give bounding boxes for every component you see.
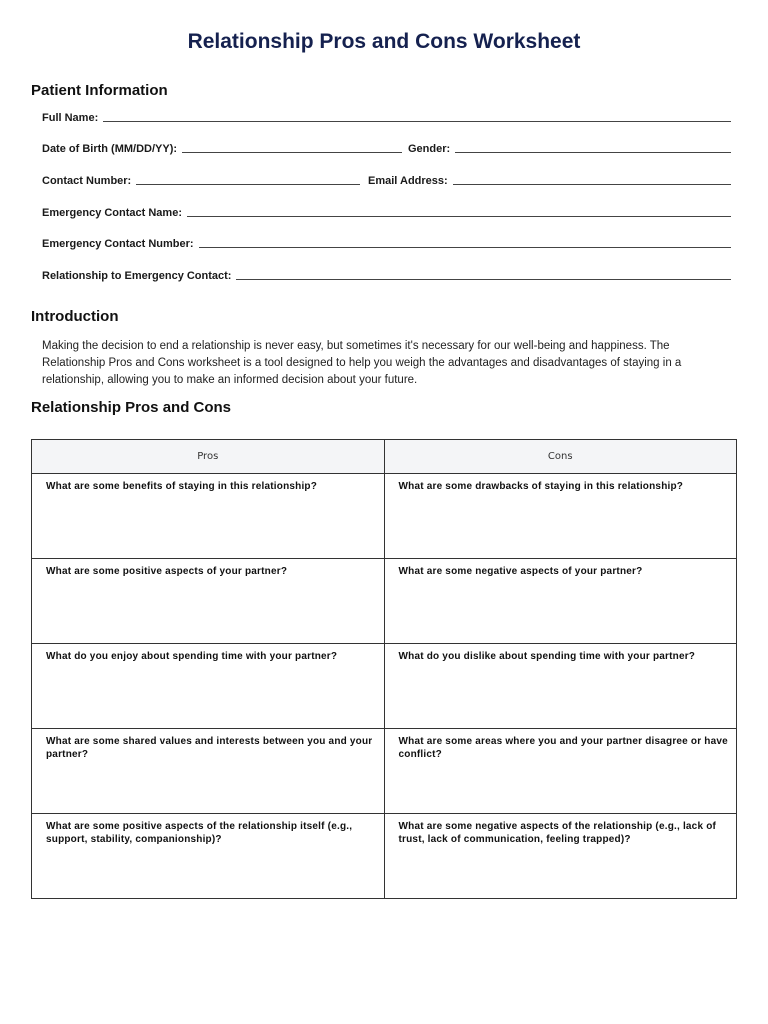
email-input-line[interactable] (453, 183, 731, 185)
table-header-row (32, 440, 737, 474)
email-label: Email Address: (368, 175, 448, 187)
cons-cell-relationship-negative[interactable]: What are some negative aspects of the relationship (e.g., lack of trust, lack of communication, feeling trapped)? (384, 814, 737, 899)
gender-input-line[interactable] (455, 151, 731, 153)
pros-column-header: Pros (32, 440, 385, 474)
emergency-relationship-label: Relationship to Emergency Contact: (42, 270, 232, 282)
emergency-relationship-field[interactable] (42, 270, 731, 282)
full-name-field[interactable] (42, 112, 731, 124)
pros-cell-relationship-positive[interactable]: What are some positive aspects of the relationship itself (e.g., support, stability, companionship)? (32, 814, 385, 899)
emergency-contact-name-input-line[interactable] (187, 215, 731, 217)
contact-number-input-line[interactable] (136, 183, 360, 185)
table-row (32, 644, 737, 729)
email-field[interactable] (368, 175, 731, 187)
full-name-input-line[interactable] (103, 120, 731, 122)
table-row (32, 559, 737, 644)
gender-field[interactable] (408, 143, 731, 155)
pros-cell-shared-values[interactable]: What are some shared values and interests between you and your partner? (32, 729, 385, 814)
page-title: Relationship Pros and Cons Worksheet (187, 30, 581, 53)
cons-cell-disagreements[interactable]: What are some areas where you and your partner disagree or have conflict? (384, 729, 737, 814)
emergency-contact-number-field[interactable] (42, 238, 731, 250)
emergency-contact-number-input-line[interactable] (199, 246, 731, 248)
contact-number-field[interactable] (42, 175, 360, 187)
full-name-label: Full Name: (42, 112, 99, 124)
emergency-contact-number-label: Emergency Contact Number: (42, 238, 194, 250)
introduction-text: Making the decision to end a relationship is never easy, but sometimes it's necessary for our well-being and happiness. The Relationship Pros and Cons worksheet is a tool designed to help you weigh the advantages and disadvantages of staying in a relationship, allowing you to make an informed decision about your future. (42, 340, 682, 386)
date-of-birth-label: Date of Birth (MM/DD/YY): (42, 143, 178, 155)
cons-cell-drawbacks[interactable]: What are some drawbacks of staying in this relationship? (384, 474, 737, 559)
cons-cell-partner-negative[interactable]: What are some negative aspects of your partner? (384, 559, 737, 644)
table-row (32, 474, 737, 559)
table-row (32, 814, 737, 899)
cons-cell-dislike-time[interactable]: What do you dislike about spending time with your partner? (384, 644, 737, 729)
pros-cell-partner-positive[interactable]: What are some positive aspects of your partner? (32, 559, 385, 644)
cons-column-header: Cons (384, 440, 737, 474)
pros-cons-table (31, 439, 737, 899)
emergency-relationship-input-line[interactable] (236, 278, 731, 280)
date-of-birth-input-line[interactable] (182, 151, 402, 153)
contact-number-label: Contact Number: (42, 175, 132, 187)
introduction-heading: Introduction (31, 308, 119, 325)
pros-cell-enjoy-time[interactable]: What do you enjoy about spending time with your partner? (32, 644, 385, 729)
emergency-contact-name-field[interactable] (42, 207, 731, 219)
pros-cons-heading: Relationship Pros and Cons (31, 399, 232, 416)
table-row (32, 729, 737, 814)
patient-information-heading: Patient Information (31, 82, 168, 99)
emergency-contact-name-label: Emergency Contact Name: (42, 207, 182, 219)
gender-label: Gender: (408, 143, 451, 155)
pros-cell-benefits[interactable]: What are some benefits of staying in this relationship? (32, 474, 385, 559)
date-of-birth-field[interactable] (42, 143, 402, 155)
